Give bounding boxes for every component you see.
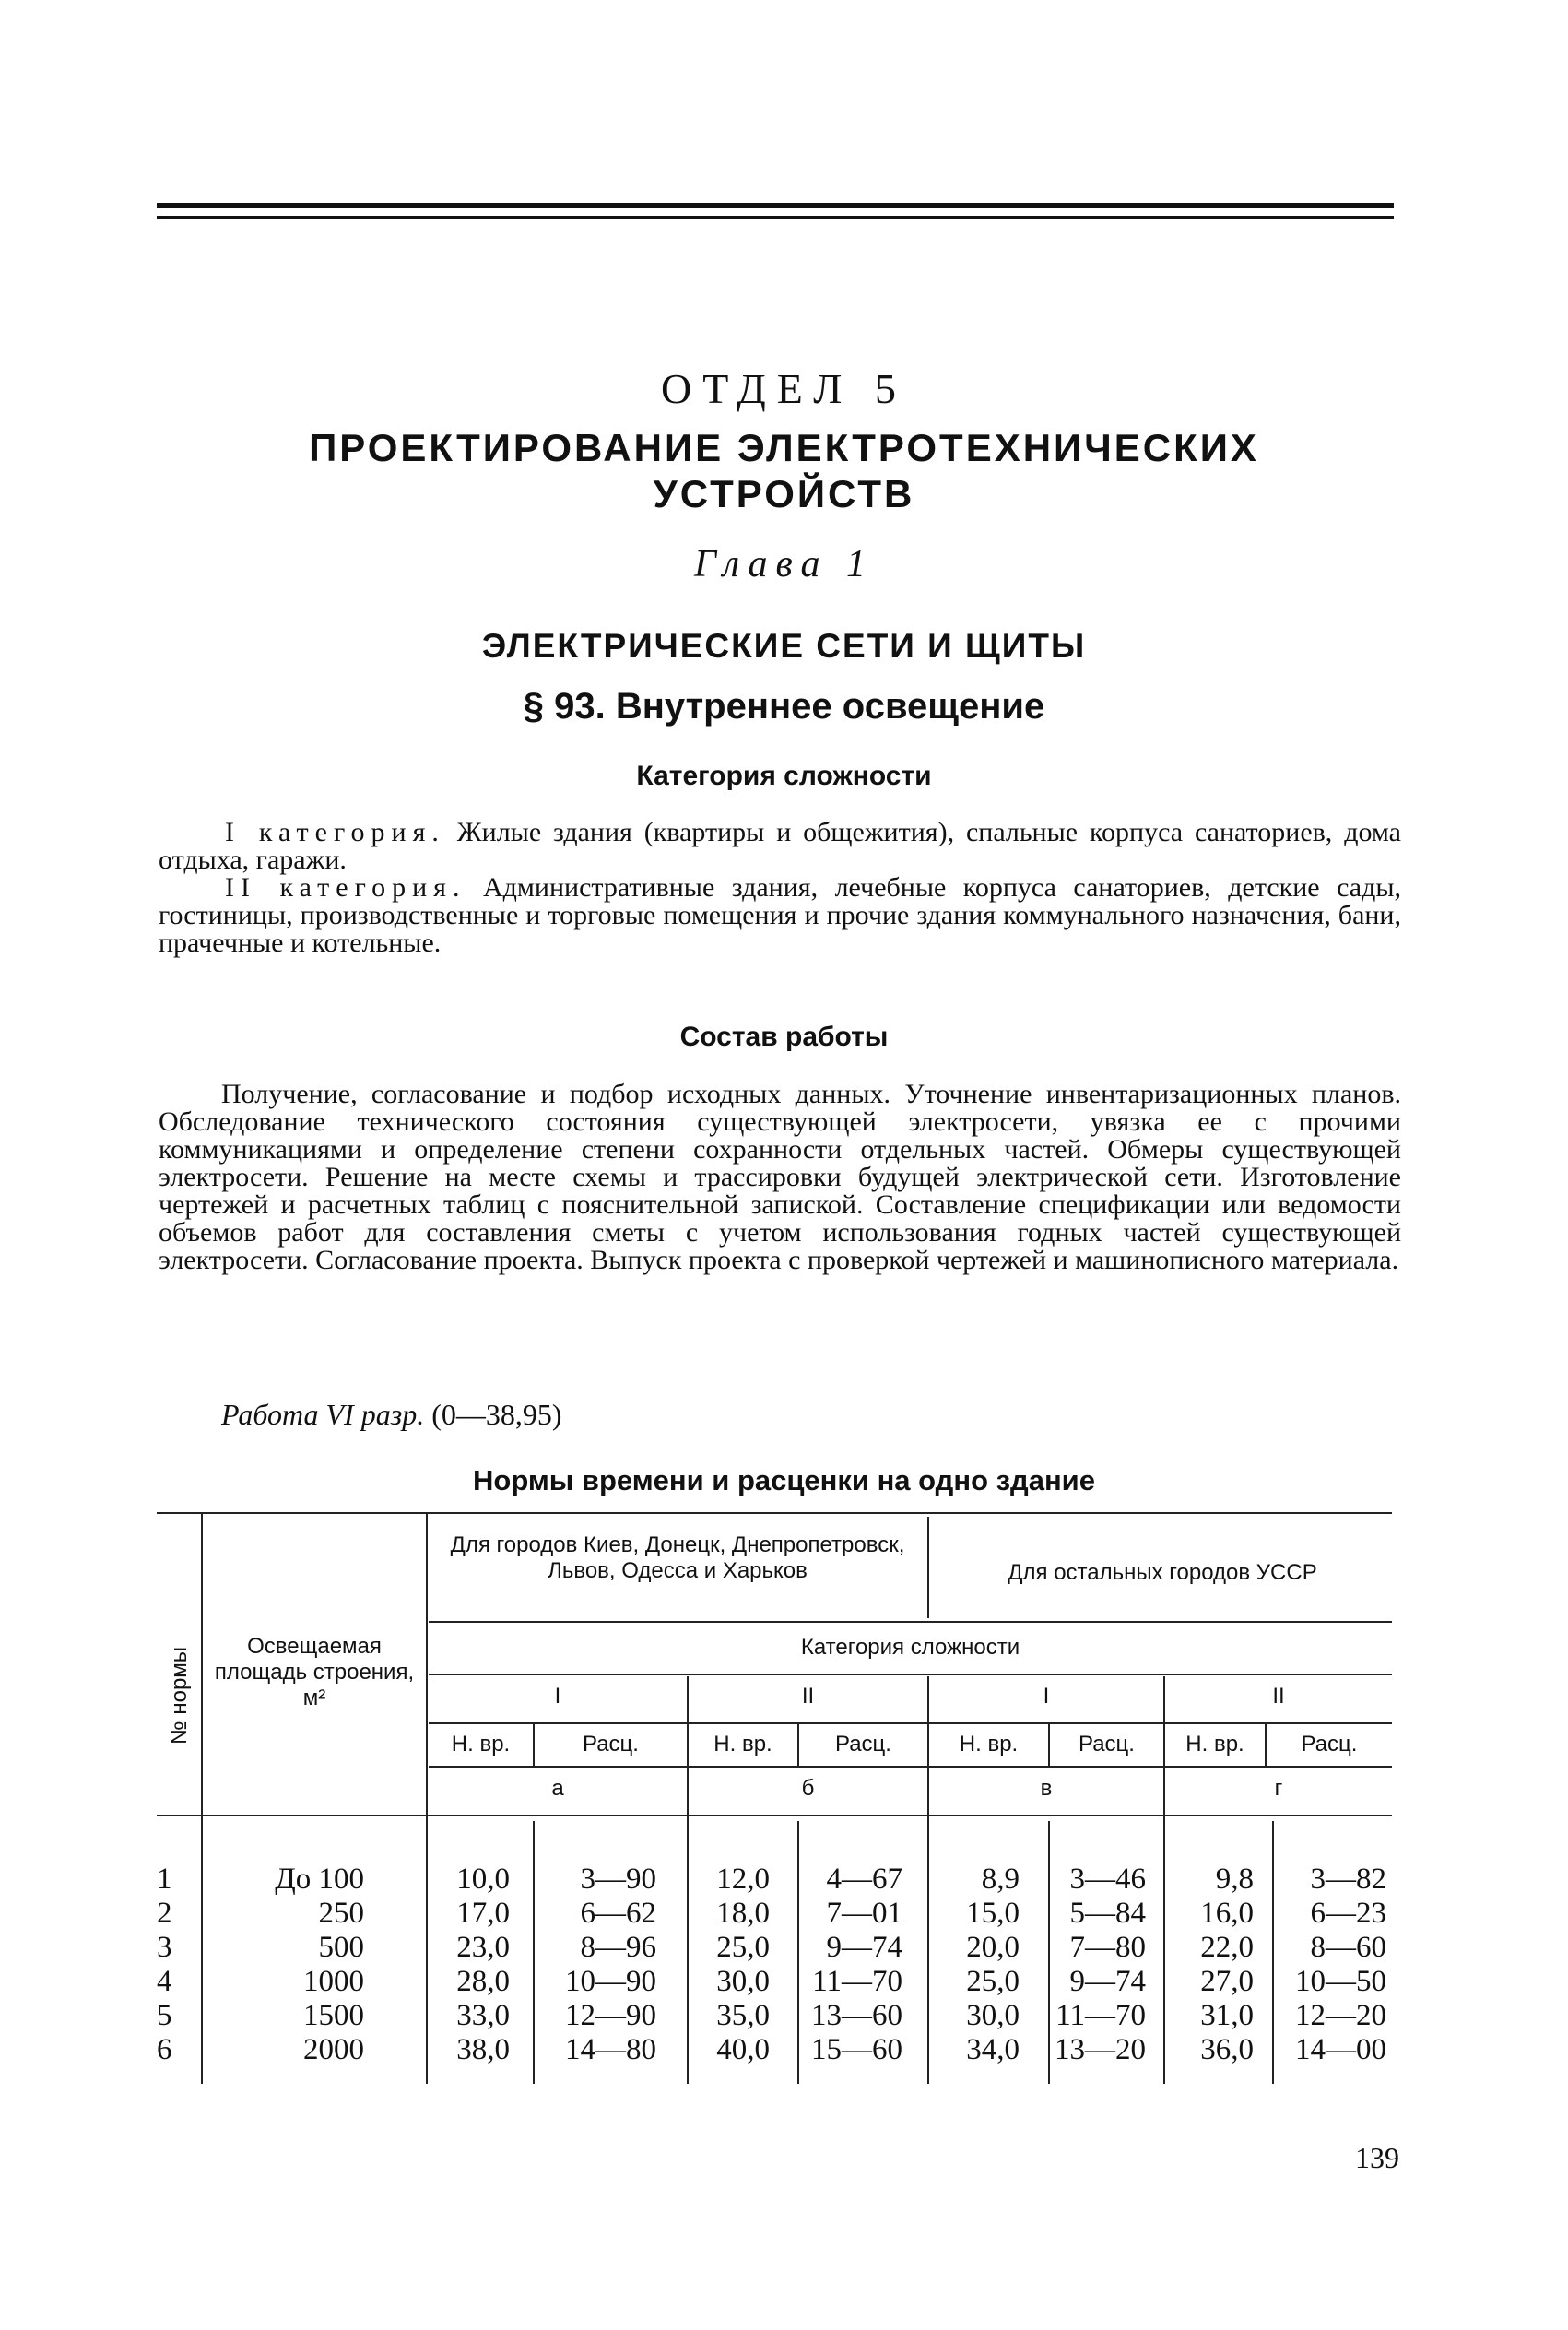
cell-time-b: 18,0	[716, 1897, 770, 1930]
cell-time-a: 33,0	[456, 1999, 510, 2032]
cell-rate-d: 3—82	[1310, 1863, 1386, 1896]
category-1-text: Жилые здания (квартиры и общежития), спальные корпуса санаториев, дома отдыха, гаражи.	[159, 817, 1401, 875]
page-number: 139	[1355, 2141, 1399, 2174]
cell-time-b: 35,0	[716, 1999, 770, 2032]
cell-time-a: 28,0	[456, 1965, 510, 1998]
row-area: 500	[318, 1931, 364, 1964]
group-b-header: Для остальных городов УССР	[1008, 1560, 1317, 1585]
norm-number-header: № нормы	[167, 1646, 192, 1745]
row-number: 3	[157, 1931, 172, 1964]
cell-rate-c: 5—84	[1069, 1897, 1146, 1930]
subheader-rule	[429, 1766, 1392, 1768]
cell-time-a: 17,0	[456, 1897, 510, 1930]
cell-rate-d: 14—00	[1295, 2033, 1386, 2066]
cell-rate-a: 14—80	[565, 2033, 656, 2066]
cell-time-b: 12,0	[716, 1863, 770, 1896]
cell-time-b: 40,0	[716, 2033, 770, 2066]
top-rule	[157, 203, 1394, 208]
cell-rate-a: 3—90	[580, 1863, 656, 1896]
group-a-header: Для городов Киев, Донецк, Днепропетровск, Львов, Одесса и Харьков	[450, 1532, 905, 1583]
sub-time-d: Н. вр.	[1185, 1732, 1244, 1756]
cell-rate-d: 6—23	[1310, 1897, 1386, 1930]
cell-rate-c: 11—70	[1055, 1999, 1146, 2032]
cell-time-c: 15,0	[966, 1897, 1020, 1930]
cell-time-d: 16,0	[1200, 1897, 1254, 1930]
cat-label-4: II	[1272, 1684, 1285, 1709]
sub-rate-a: Расц.	[583, 1732, 639, 1756]
letter-a: а	[551, 1776, 564, 1801]
cell-time-c: 20,0	[966, 1931, 1020, 1964]
sub-rate-d: Расц.	[1301, 1732, 1358, 1756]
cell-time-d: 9,8	[1215, 1863, 1254, 1896]
category-header-rule	[429, 1674, 1392, 1675]
col-divider-1	[201, 1512, 203, 2084]
cell-rate-c: 13—20	[1055, 2033, 1146, 2066]
cell-rate-d: 12—20	[1295, 1999, 1386, 2032]
cell-rate-a: 8—96	[580, 1931, 656, 1964]
group-divider	[927, 1517, 929, 1618]
category-2-label: II категория.	[225, 872, 466, 903]
row-area: 2000	[303, 2033, 364, 2066]
row-area: 250	[318, 1897, 364, 1930]
row-area: До 100	[275, 1863, 364, 1896]
category-1-label: I категория.	[225, 817, 445, 847]
section-title: ОТДЕЛ 5	[661, 365, 907, 412]
cell-time-b: 30,0	[716, 1965, 770, 1998]
cat-label-3: I	[1043, 1684, 1050, 1709]
main-title-line-2: УСТРОЙСТВ	[653, 472, 915, 515]
cell-rate-b: 15—60	[811, 2033, 902, 2066]
sub-time-b: Н. вр.	[713, 1732, 772, 1756]
cell-time-c: 8,9	[981, 1863, 1020, 1896]
sub-time-a: Н. вр.	[451, 1732, 511, 1756]
rate-label: Работа VI разр.	[221, 1398, 425, 1431]
row-number: 2	[157, 1897, 172, 1930]
cell-time-b: 25,0	[716, 1931, 770, 1964]
rate-line	[221, 1398, 562, 1432]
cell-rate-d: 10—50	[1295, 1965, 1386, 1998]
cell-time-a: 38,0	[456, 2033, 510, 2066]
col-divider-2	[426, 1512, 428, 2084]
cat-label-2: II	[801, 1684, 815, 1709]
cell-rate-a: 10—90	[565, 1965, 656, 1998]
cell-time-c: 30,0	[966, 1999, 1020, 2032]
row-number: 6	[157, 2033, 172, 2066]
cell-time-a: 10,0	[456, 1863, 510, 1896]
cell-rate-d: 8—60	[1310, 1931, 1386, 1964]
area-header: Освещаемая площадь строения, м²	[214, 1634, 415, 1710]
sub-time-c: Н. вр.	[959, 1732, 1019, 1756]
cell-rate-b: 9—74	[826, 1931, 902, 1964]
cell-time-a: 23,0	[456, 1931, 510, 1964]
category-1-paragraph	[159, 819, 1401, 874]
row-number: 1	[157, 1863, 172, 1896]
table-top-rule	[157, 1512, 1392, 1514]
letter-c: в	[1040, 1776, 1053, 1801]
cell-rate-c: 3—46	[1069, 1863, 1146, 1896]
category-2-paragraph	[159, 874, 1401, 957]
work-heading: Состав работы	[679, 1022, 889, 1052]
cat-label-1: I	[554, 1684, 561, 1709]
rate-value: (0—38,95)	[431, 1398, 562, 1431]
main-title-line-1: ПРОЕКТИРОВАНИЕ ЭЛЕКТРОТЕХНИЧЕСКИХ	[309, 426, 1259, 469]
group-header-rule	[429, 1621, 1392, 1623]
cell-time-c: 34,0	[966, 2033, 1020, 2066]
category-description	[159, 819, 1401, 957]
cell-time-d: 27,0	[1200, 1965, 1254, 1998]
work-description: Получение, согласование и подбор исходных данных. Уточнение инвентаризационных планов. Обследование технического состояния существующей электросети, увязка ее с прочими коммуникациями и определение степени сохранности отдельных частей. Обмеры существующей электросети. Решение на месте схемы и трассировки будущей электрической сети. Изготовление чертежей и расчетных таблиц с пояснительной запиской. Составление спецификации или ведомости объемов работ для составления сметы с учетом использования годных частей существующей электросети. Согласование проекта. Выпуск проекта с проверкой чертежей и машинописного материала.	[159, 1079, 1401, 1275]
row-area: 1500	[303, 1999, 364, 2032]
table-title: Нормы времени и расценки на одно здание	[473, 1464, 1095, 1496]
cell-time-d: 22,0	[1200, 1931, 1254, 1964]
cell-time-d: 31,0	[1200, 1999, 1254, 2032]
cell-time-c: 25,0	[966, 1965, 1020, 1998]
row-number: 5	[157, 1999, 172, 2032]
letter-b: б	[801, 1776, 815, 1801]
row-area: 1000	[303, 1965, 364, 1998]
cell-rate-c: 9—74	[1069, 1965, 1146, 1998]
cell-rate-b: 11—70	[812, 1965, 902, 1998]
chapter-name: ЭЛЕКТРИЧЕСКИЕ СЕТИ И ЩИТЫ	[481, 627, 1087, 665]
cell-rate-a: 6—62	[580, 1897, 656, 1930]
cell-rate-a: 12—90	[565, 1999, 656, 2032]
category-header: Категория сложности	[800, 1635, 1020, 1660]
cell-rate-b: 13—60	[811, 1999, 902, 2032]
chapter-label: Глава 1	[694, 543, 874, 585]
cell-rate-b: 4—67	[826, 1863, 902, 1896]
cell-rate-b: 7—01	[826, 1897, 902, 1930]
header-bottom-rule	[157, 1815, 1392, 1816]
category-heading: Категория сложности	[636, 761, 932, 791]
top-rule-thin	[157, 216, 1394, 219]
sub-rate-b: Расц.	[835, 1732, 891, 1756]
norm-number-header-cell	[161, 1604, 200, 1789]
cell-rate-c: 7—80	[1069, 1931, 1146, 1964]
category-label-rule	[429, 1722, 1392, 1724]
letter-d: г	[1274, 1776, 1283, 1801]
sub-rate-c: Расц.	[1079, 1732, 1135, 1756]
category-2-text: Административные здания, лечебные корпуса санаториев, детские сады, гостиницы, производственные и торговые помещения и прочие здания коммунального назначения, бани, прачечные и котельные.	[159, 872, 1401, 958]
row-number: 4	[157, 1965, 172, 1998]
paragraph-title: § 93. Внутреннее освещение	[523, 686, 1045, 727]
cell-time-d: 36,0	[1200, 2033, 1254, 2066]
